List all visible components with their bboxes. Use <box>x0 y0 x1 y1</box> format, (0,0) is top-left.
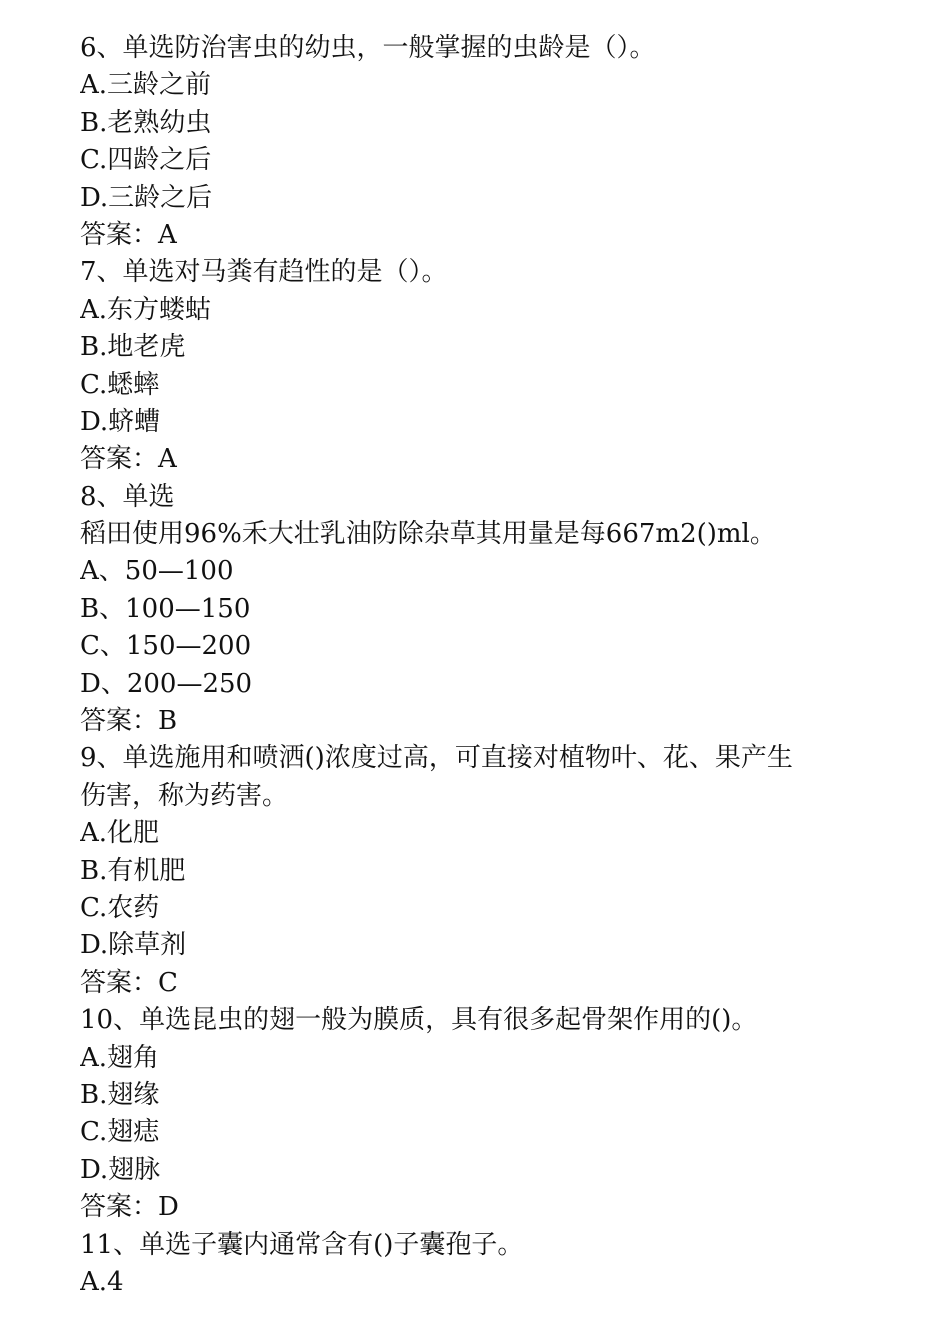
question-6-option-d: D.三龄之后 <box>80 182 213 213</box>
question-10-answer: 答案：D <box>80 1192 179 1223</box>
question-10-stem: 10、单选昆虫的翅一般为膜质，具有很多起骨架作用的()。 <box>80 1005 758 1036</box>
question-9-stem-continued: 伤害，称为药害。 <box>80 780 289 811</box>
question-8-heading: 8、单选 <box>80 481 175 512</box>
question-10-option-a: A.翅角 <box>80 1042 160 1073</box>
question-9-stem: 9、单选施用和喷洒()浓度过高，可直接对植物叶、花、果产生 <box>80 743 793 774</box>
question-7-stem: 7、单选对马粪有趋性的是（）。 <box>80 257 448 288</box>
question-8-stem: 稻田使用96%禾大壮乳油防除杂草其用量是每667m2()ml。 <box>80 519 776 550</box>
question-8-option-b: B、100—150 <box>80 593 251 624</box>
question-11-option-a: A.4 <box>80 1266 124 1297</box>
question-6-option-a: A.三龄之前 <box>80 70 212 101</box>
question-9-option-d: D.除草剂 <box>80 930 187 961</box>
question-7-answer: 答案：A <box>80 444 177 475</box>
question-9-option-a: A.化肥 <box>80 818 160 849</box>
question-8-answer: 答案：B <box>80 706 178 737</box>
document-body <box>80 30 880 1301</box>
question-11-stem: 11、单选子囊内通常含有()子囊孢子。 <box>80 1229 524 1260</box>
question-6-stem: 6、单选防治害虫的幼虫，一般掌握的虫龄是（）。 <box>80 33 656 63</box>
question-9-option-c: C.农药 <box>80 892 160 923</box>
question-9-answer: 答案：C <box>80 967 178 998</box>
question-8-option-a: A、50—100 <box>80 556 234 587</box>
question-6-answer: 答案：A <box>80 219 177 250</box>
question-7-option-c: C.蟋蟀 <box>80 369 160 400</box>
question-6-option-c: C.四龄之后 <box>80 145 212 176</box>
question-6-option-b: B.老熟幼虫 <box>80 107 212 138</box>
question-10-option-b: B.翅缘 <box>80 1079 160 1110</box>
question-10-option-d: D.翅脉 <box>80 1154 161 1185</box>
question-8-option-c: C、150—200 <box>80 631 252 662</box>
question-7-option-a: A.东方蝼蛄 <box>80 294 212 325</box>
question-9-option-b: B.有机肥 <box>80 855 186 886</box>
question-7-option-b: B.地老虎 <box>80 332 186 363</box>
question-7-option-d: D.蛴螬 <box>80 406 161 437</box>
question-10-option-c: C.翅痣 <box>80 1117 160 1148</box>
question-8-option-d: D、200—250 <box>80 668 253 699</box>
